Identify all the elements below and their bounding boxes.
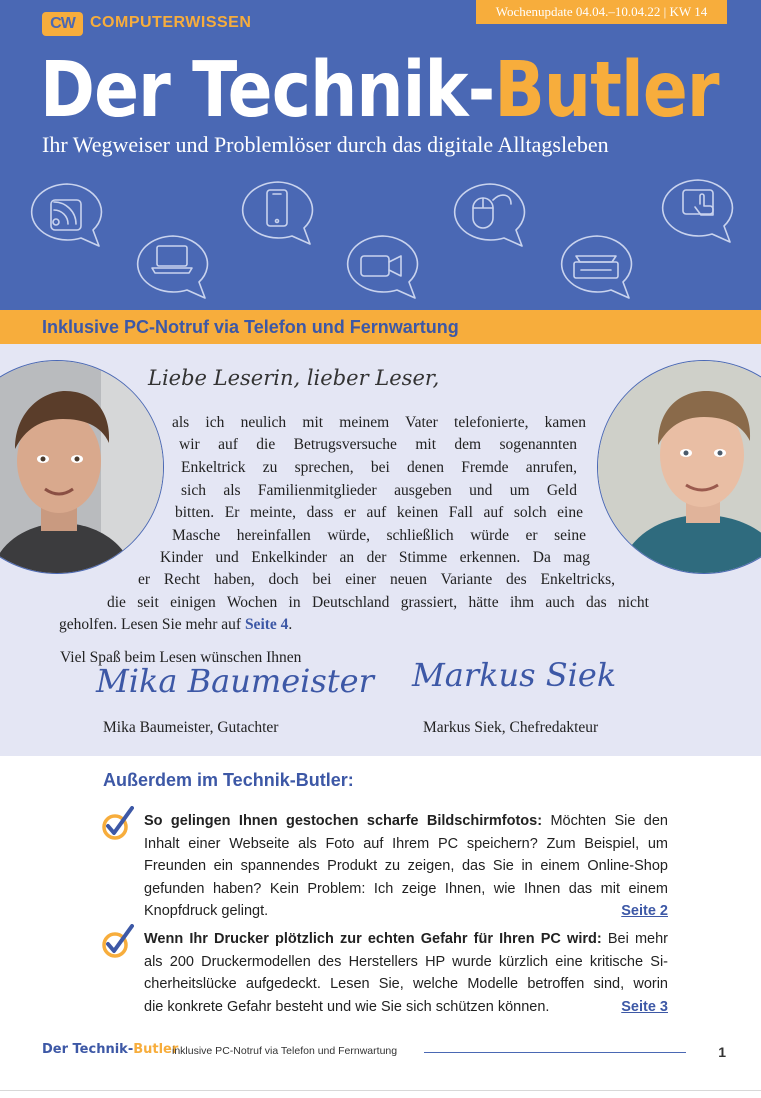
also-item-text: Knopfdruck gelingt. <box>144 903 269 919</box>
scanner-icon <box>562 236 632 298</box>
letter-line: er Recht haben, doch bei einer neuen Variante des Enkeltricks, <box>138 571 615 588</box>
author-photo-markus <box>597 360 761 574</box>
checkmark-icon <box>100 806 134 842</box>
checkmark-icon <box>100 924 134 960</box>
also-item-text: Möchten Sie den <box>550 813 668 829</box>
letter-line: bitten. Er meinte, dass er auf keinen Fall auf solch eine <box>175 504 583 521</box>
title-accent: Butler <box>494 46 719 135</box>
footer-rule <box>424 1052 686 1053</box>
footer-title-main: Der Technik- <box>42 1042 134 1057</box>
page-subtitle: Ihr Wegweiser und Problemlöser durch das digitale Alltagsleben <box>42 132 609 157</box>
page-link-seite-3[interactable]: Seite 3 <box>621 998 668 1015</box>
smartphone-icon <box>243 182 313 244</box>
footer-title-accent: Butler <box>133 1042 179 1057</box>
header-banner <box>0 0 761 310</box>
page-number: 1 <box>718 1044 726 1060</box>
footer-title <box>42 1042 178 1057</box>
brand-name: COMPUTERWISSEN <box>90 14 252 31</box>
letter-line: als ich neulich mit meinem Vater telefonierte, kamen <box>172 414 586 431</box>
footer-subtitle: inklusive PC-Notruf via Telefon und Fernwartung <box>172 1045 398 1057</box>
video-camera-icon <box>348 236 418 298</box>
letter-line: Masche hereinfallen würde, schließlich würde er seine <box>172 527 586 544</box>
page-link-seite-2[interactable]: Seite 2 <box>621 903 668 919</box>
letter-last-end: . <box>288 616 293 633</box>
letter-line: Enkeltrick zu sprechen, bei denen Fremde anrufen, <box>181 459 577 476</box>
tagline-bar <box>0 310 761 344</box>
wifi-icon <box>32 184 102 246</box>
also-item-text: cherheitslücke aufgedeckt. Lesen Sie, welche Modelle betroffen sind, worin <box>144 976 668 992</box>
letter-line-last <box>59 613 292 636</box>
letter-last-text: geholfen. Lesen Sie mehr auf <box>59 616 245 633</box>
page-title <box>40 46 719 136</box>
editorial-letter <box>0 344 761 756</box>
title-main: Der Technik- <box>40 46 495 135</box>
also-item-text: Bei mehr <box>607 931 668 947</box>
signature-mika: Mika Baumeister <box>96 662 374 700</box>
also-item-text: Freunden ein spannendes Produkt zu zeigen, das Sie in einem Online-Shop <box>144 858 668 874</box>
also-item-text: die konkrete Gefahr besteht und wie Sie sich schützen können. <box>144 998 550 1015</box>
also-item-heading: Wenn Ihr Drucker plötzlich zur echten Gefahr für Ihren PC wird: <box>144 931 602 947</box>
week-badge: Wochenupdate 04.04.–10.04.22 | KW 14 <box>476 0 727 24</box>
device-icons <box>0 170 761 310</box>
mouse-icon <box>455 184 525 246</box>
letter-line: die seit einigen Wochen in Deutschland grassiert, hätte ihm auch das nicht <box>107 594 649 611</box>
tagline: Inklusive PC-Notruf via Telefon und Fernwartung <box>42 317 459 337</box>
signature-markus: Markus Siek <box>412 656 617 694</box>
author-name-markus: Markus Siek, Chefredakteur <box>423 719 599 736</box>
also-section-title: Außerdem im Technik-Butler: <box>103 770 354 790</box>
laptop-icon <box>138 236 208 298</box>
also-item-text: als 200 Druckermodellen des Herstellers HP wurde kürzlich eine kritische Si- <box>144 953 668 970</box>
also-item-screenshots <box>144 810 668 923</box>
page-footer <box>42 1042 726 1062</box>
also-item-text: gefunden haben? Kein Problem: Ich zeige Ihnen, wie Ihnen das mit einem <box>144 880 668 897</box>
author-photo-mika <box>0 360 164 574</box>
letter-greeting: Liebe Leserin, lieber Leser, <box>148 366 440 390</box>
computerwissen-logo: CW <box>42 12 83 36</box>
tablet-touch-icon <box>663 180 733 242</box>
page-link-seite-4[interactable]: Seite 4 <box>244 616 289 633</box>
letter-line: Kinder und Enkelkinder an der Stimme erkennen. Da mag <box>160 549 590 566</box>
letter-line: sich als Familienmitglieder ausgeben und um Geld <box>181 482 577 499</box>
author-name-mika: Mika Baumeister, Gutachter <box>103 719 279 736</box>
also-item-text: Inhalt einer Webseite als Foto auf Ihrem PC speichern? Zum Beispiel, um <box>144 835 668 852</box>
also-item-heading: So gelingen Ihnen gestochen scharfe Bildschirmfotos: <box>144 813 543 829</box>
page-bottom-divider <box>0 1090 761 1091</box>
letter-closing: Viel Spaß beim Lesen wünschen Ihnen <box>60 649 302 666</box>
letter-line: wir auf die Betrugsversuche mit dem sogenannten <box>179 436 577 453</box>
also-item-printer <box>144 928 668 1018</box>
